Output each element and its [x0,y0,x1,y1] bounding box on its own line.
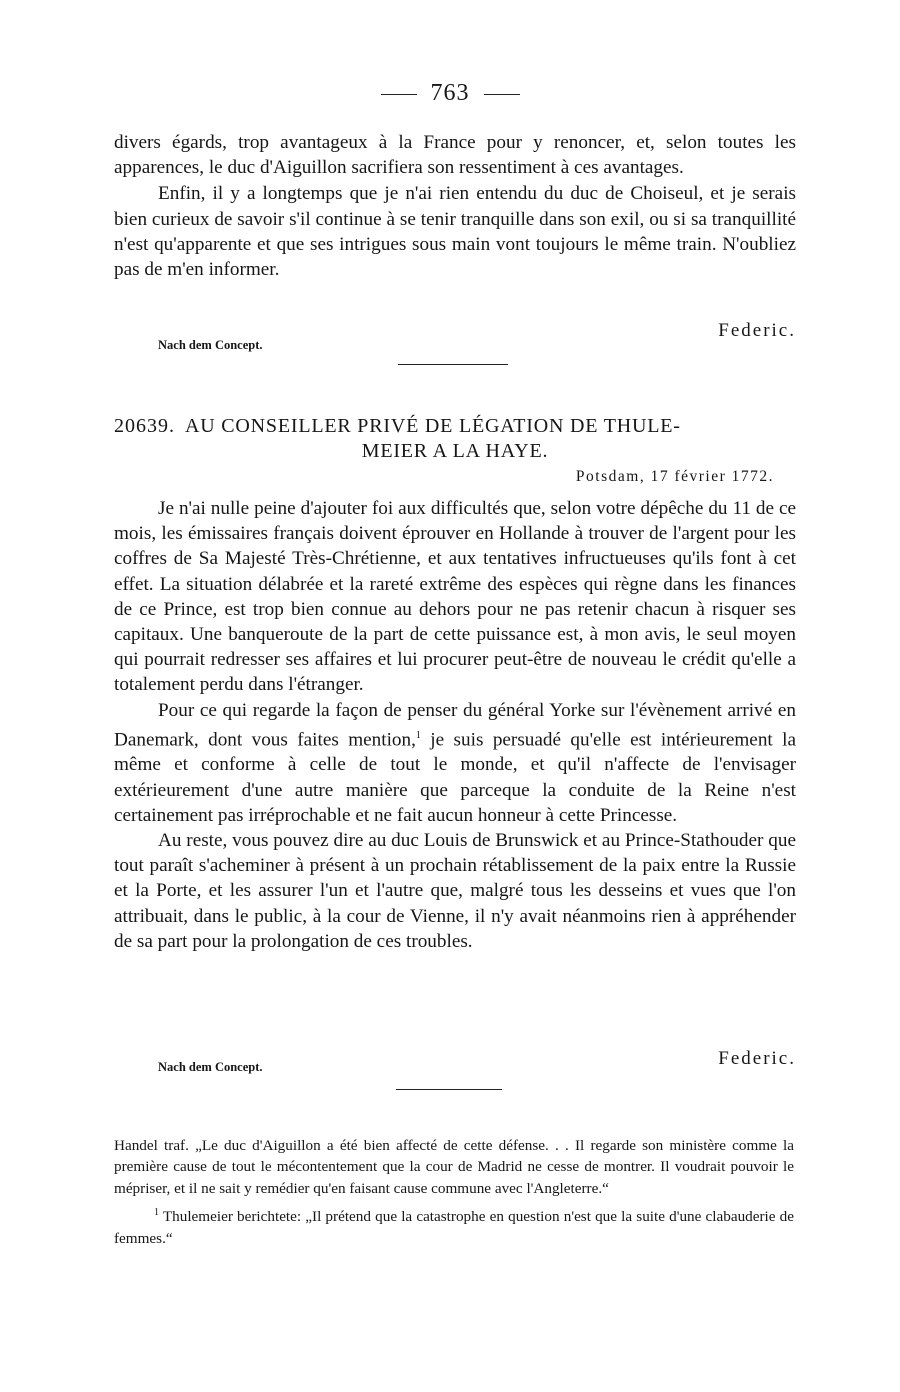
letter-heading-line [114,414,796,439]
section-divider [398,364,508,365]
page-number-dash-left [381,94,417,95]
letter-dateline: Potsdam, 17 février 1772. [575,468,774,485]
letter-body [114,496,796,954]
footnote-marker: 1 [154,1207,159,1219]
page-number-dash-right [484,94,520,95]
page-number: 763 [430,80,470,106]
letter-number: 20639. [114,415,175,437]
letter-paragraph: Je n'ai nulle peine d'ajouter foi aux difficultés que, selon votre dépêche du 11 de ce mois, les émissaires français doivent éprouver en Hollande à trouver de l'argent pour les coffres de Sa Majesté Très-Chrétienne, et aux tentatives infructueuses qu'ils font à cet effet. La situation délabrée et la rareté extrême des espèces qui règne dans les finances de ce Prince, est trop bien connue au dehors pour ne pas retenir chacun à risquer ses capitaux. Une banqueroute de la part de cette puissance est, à mon avis, le seul moyen qui pourrait redresser ses affaires et lui procurer peut-être de nouveau le crédit qu'elle a totalement perdu dans l'étranger. [114,498,796,696]
letter-heading-line: MEIER A LA HAYE. [361,440,549,462]
letter-heading [114,414,796,464]
previous-letter-continuation [114,130,796,282]
letter-paragraph-text: Pour ce qui regarde la façon de penser du général Yorke sur l'évènement arrivé en Danemark, dont vous faites mention, [114,699,796,751]
letter-paragraph-text: je suis persuadé qu'elle est intérieurement la même et conforme à celle de tout le monde, et qu'il n'affecte de l'envisager extérieurement d'une autre manière que parceque la conduite de la Reine n'est certainement pas irréprochable et ne fait aucun honneur à cette Princesse. [114,729,796,826]
source-note: Nach dem Concept. [158,1060,263,1074]
signature: Federic. [718,320,796,341]
letter-paragraph: Au reste, vous pouvez dire au duc Louis de Brunswick et au Prince-Stathouder que tout paraît s'acheminer à présent à un prochain rétablissement de la paix entre la Russie et la Porte, et les assurer l'un et l'autre que, malgré tous les desseins et vues que l'on attribuait, dans le public, à la cour de Vienne, il n'y avait néanmoins rien à appréhender de sa part pour la prolongation de ces troubles. [114,830,796,952]
footnote-reference: 1 [415,729,421,741]
footnote-text: Thulemeier berichtete: „Il prétend que la catastrophe en question n'est que la suite d'une clabauderie de femmes.“ [114,1208,794,1247]
page-number-header [0,80,900,107]
footnotes [114,1135,794,1249]
letter-paragraph [114,698,796,828]
section-divider [396,1089,502,1090]
continuation-paragraph: Enfin, il y a longtemps que je n'ai rien entendu du duc de Choiseul, et je serais bien curieux de savoir s'il continue à se tenir tranquille dans son exil, ou si sa tranquillité n'est qu'apparente et que ses intrigues sous main vont toujours le même train. N'oubliez pas de m'en informer. [114,183,796,281]
footnote [114,1202,794,1249]
continuation-paragraph: divers égards, trop avantageux à la France pour y renoncer, et, selon toutes les apparences, le duc d'Aiguillon sacrifiera son ressentiment à ces avantages. [114,132,796,179]
source-note: Nach dem Concept. [158,338,263,352]
editorial-note: Handel traf. „Le duc d'Aiguillon a été bien affecté de cette défense. . . Il regarde son ministère comme la première cause de tout le mécontentement que la cour de Madrid ne cesse de montrer. Il voudrait pouvoir le mépriser, et il ne sait y remédier qu'en faisant cause commune avec l'Angleterre.“ [114,1137,794,1197]
letter-recipient: AU CONSEILLER PRIVÉ DE LÉGATION DE THULE- [185,415,681,437]
signature: Federic. [718,1048,796,1069]
